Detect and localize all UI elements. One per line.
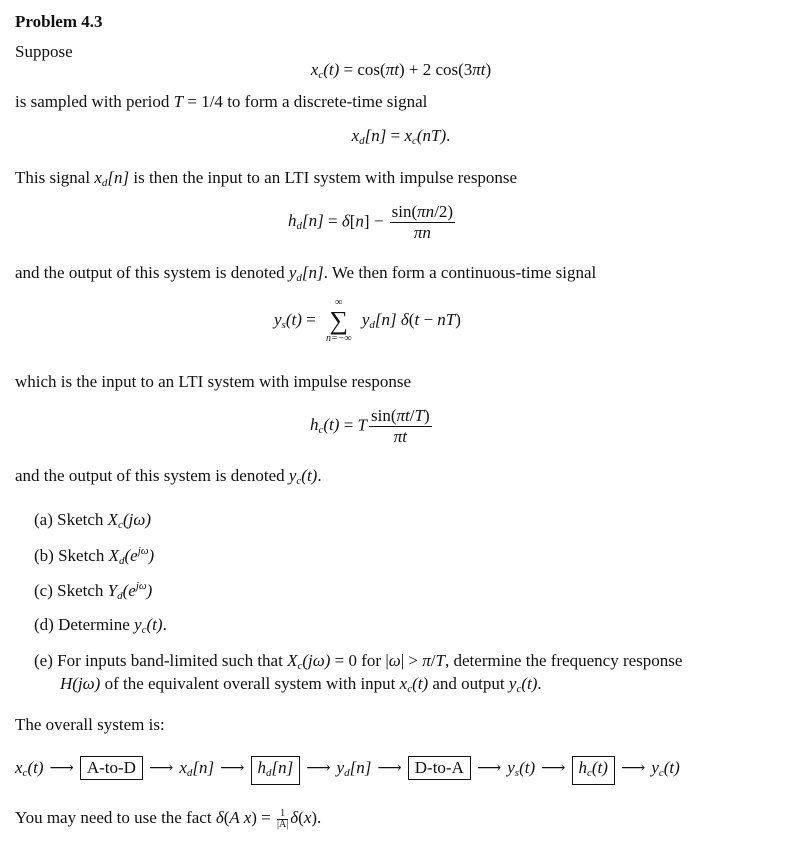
hd-block: $h_d[n]$	[251, 756, 301, 785]
equation-ys: $y_s(t)$ = ∞ ∑ n=−∞ $y_d[n] \delta(t - nT)$	[274, 297, 461, 344]
block-diagram: $x_c(t)$ ⟶ A-to-D ⟶ $x_d[n]$ ⟶ $h_d[n]$ ⟶ $y_d[n]$ ⟶ D-to-A ⟶ $y_s(t)$ ⟶ $h_c(t)$ ⟶ $y_c(t)$	[15, 756, 680, 785]
problem-title: Problem 4.3	[15, 12, 103, 31]
hc-block: $h_c(t)$	[572, 756, 615, 785]
overall-system-label: The overall system is:	[15, 715, 165, 734]
part-b: (b) Sketch $X_d(e^{j\omega})$	[34, 545, 155, 567]
fact-line: You may need to use the fact δ(A x) = $\frac{1}{|A|} \delta(x)$.	[15, 807, 322, 830]
part-e-continued: H(jω) of the equivalent overall system with input $x_c(t)$ and output $y_c(t)$.	[60, 674, 542, 695]
equation-hc: $h_c(t) = T$ $\frac{\sin(\pi t/T)}{\pi t}$	[310, 406, 430, 446]
intro-text: Suppose	[15, 42, 73, 61]
d-to-a-block: D-to-A	[408, 756, 471, 780]
final-output-line: and the output of this system is denoted $y_c(t)$.	[15, 466, 322, 487]
sampled-line: is sampled with period T = 1/4 to form a discrete-time signal	[15, 92, 428, 111]
part-c: (c) Sketch $Y_d(e^{j\omega})$	[34, 580, 153, 602]
equation-xd: $x_d[n] = x_c(nT)$.	[351, 126, 451, 147]
this-signal-line: This signal $x_d[n]$ is then the input to an LTI system with impulse response	[15, 168, 518, 189]
part-d: (d) Determine $y_c(t)$.	[34, 615, 167, 636]
which-line: which is the input to an LTI system with impulse response	[15, 372, 411, 391]
part-a: (a) Sketch $X_c(j\omega)$	[34, 510, 151, 531]
equation-hd: $h_d[n] = \delta[n]$ − $\frac{\sin(\pi n/2)}{\pi n}$	[288, 202, 454, 242]
part-e: (e) For inputs band-limited such that $X_c(j\omega) = 0$ for |ω| > π/T, determine the frequency response	[34, 651, 683, 672]
a-to-d-block: A-to-D	[80, 756, 143, 780]
output-line: and the output of this system is denoted $y_d[n]$. We then form a continuous-time signal	[15, 263, 597, 284]
equation-xc: $x_c(t) = \cos(\pi t) + 2$ cos(3πt)	[310, 60, 492, 81]
